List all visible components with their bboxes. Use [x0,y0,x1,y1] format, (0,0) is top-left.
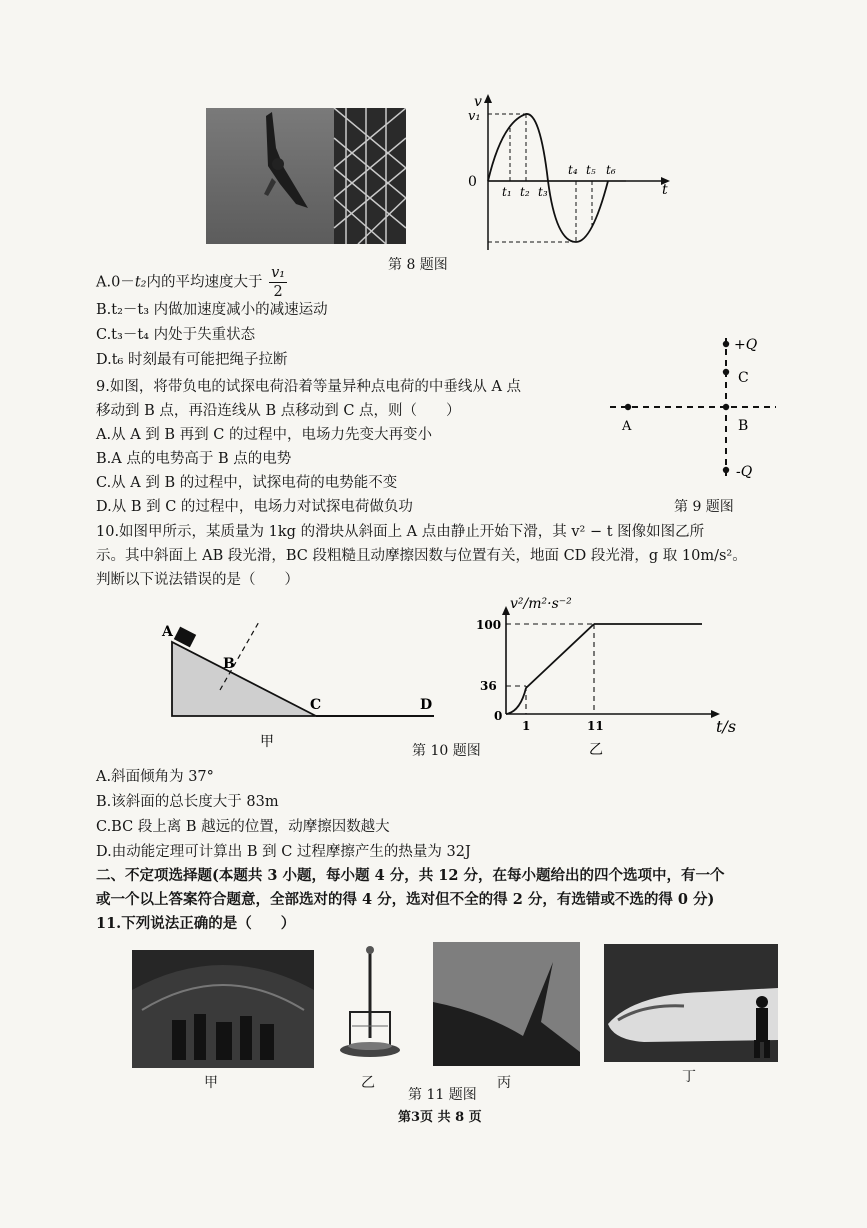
q8-option-d: D.t₆ 时刻最有可能把绳子拉断 [96,352,288,368]
incline-d-label: D [420,697,433,713]
q9-option-b: B.A 点的电势高于 B 点的电势 [96,451,292,467]
q9-option-c: C.从 A 到 B 的过程中，试探电荷的电势能不变 [96,475,398,491]
velocity-time-graph [436,92,676,252]
point-c-label: C [738,370,749,386]
point-a-label: A [622,419,632,434]
q8-option-a-text: 内的平均速度大于 [146,274,263,291]
q11-label-yi: 乙 [361,1075,375,1091]
x-tick-11: 11 [587,719,604,733]
q11-label-jia: 甲 [204,1075,218,1091]
point-b-label: B [738,418,749,434]
incline-b-label: B [223,656,235,672]
incline-c-label: C [310,697,322,713]
incline-a-label: A [162,624,173,640]
v1-label: v₁ [468,109,481,124]
y-tick-36: 36 [480,679,497,693]
plus-q-label: +Q [734,337,758,353]
v2-axis-label: v²/m²·s⁻² [510,596,572,612]
graph-figure-label: 乙 [589,742,603,758]
q8-option-a-t2: t₂ [134,274,147,291]
q10-option-d: D.由动能定理可计算出 B 到 C 过程摩擦产生的热量为 32J [96,844,471,860]
q8-option-b: B.t₂－t₃ 内做加速度减小的减速运动 [96,302,328,318]
y-tick-100: 100 [476,618,502,632]
q10-stem-line2: 示。其中斜面上 AB 段光滑，BC 段粗糙且动摩擦因数与位置有关，地面 CD 段光滑，g 取 10m/s²。 [96,548,747,564]
x-tick-1: 1 [522,719,531,733]
q11-photo-ding [604,944,778,1062]
q11-photo-bing [433,942,580,1066]
incline-figure-label: 甲 [260,734,274,750]
figure-8-caption: 第 8 题图 [388,257,448,273]
bungee-jump-photo [206,108,406,244]
page-footer: 第3页 共 8 页 [398,1110,482,1125]
q10-stem-line1: 10.如图甲所示，某质量为 1kg 的滑块从斜面上 A 点由静止开始下滑，其 v² − t 图像如图乙所 [96,524,705,540]
charge-diagram [600,330,780,490]
q9-stem-line1: 9.如图，将带负电的试探电荷沿着等量异种点电荷的中垂线从 A 点 [96,379,522,395]
t2-label: t₂ [520,185,530,199]
q11-stem: 11.下列说法正确的是（ ） [96,915,296,932]
q11-photo-jia [132,950,314,1068]
q10-option-c: C.BC 段上离 B 越远的位置，动摩擦因数越大 [96,819,390,835]
t-axis-label: t/s [716,717,737,736]
t-axis-label: t [662,182,668,198]
graph-origin-label: 0 [494,709,503,723]
fraction-numerator: v₁ [271,265,286,281]
q8-option-a-prefix: A.0－ [96,274,135,291]
q9-stem-line2: 移动到 B 点，再沿连线从 B 点移动到 C 点，则（ ） [96,403,461,419]
figure-10-caption: 第 10 题图 [412,743,481,759]
q10-stem-line3: 判断以下说法错误的是（ ） [96,572,299,588]
minus-q-label: -Q [736,464,753,480]
t1-label: t₁ [502,185,512,199]
q8-option-a [96,264,287,301]
t4-label: t₄ [568,163,578,177]
q9-option-a: A.从 A 到 B 再到 C 的过程中，电场力先变大再变小 [96,427,432,443]
origin-label: 0 [468,174,477,190]
t5-label: t₅ [586,163,596,177]
t3-label: t₃ [538,185,548,199]
v2-t-graph [462,590,772,790]
fraction [269,264,287,301]
fraction-denominator: 2 [273,284,283,300]
q10-option-a: A.斜面倾角为 37° [96,769,214,785]
v-axis-label: v [474,94,482,110]
q11-label-bing: 丙 [497,1075,511,1091]
section-2-heading-line2: 或一个以上答案符合题意，全部选对的得 4 分，选对但不全的得 2 分，有选错或不选的得 0 分) [96,891,715,908]
section-2-heading-line1: 二、不定项选择题(本题共 3 小题，每小题 4 分，共 12 分，在每小题给出的四个选项中，有一个 [96,867,725,884]
q11-photo-yi [336,942,406,1068]
q10-option-b: B.该斜面的总长度大于 83m [96,794,279,810]
q11-label-ding: 丁 [682,1069,696,1085]
figure-9-caption: 第 9 题图 [674,499,734,515]
t6-label: t₆ [606,163,616,177]
q8-option-c: C.t₃－t₄ 内处于失重状态 [96,327,256,343]
figure-11-caption: 第 11 题图 [408,1087,477,1103]
incline-diagram [150,612,450,752]
q9-option-d: D.从 B 到 C 的过程中，电场力对试探电荷做负功 [96,499,413,515]
